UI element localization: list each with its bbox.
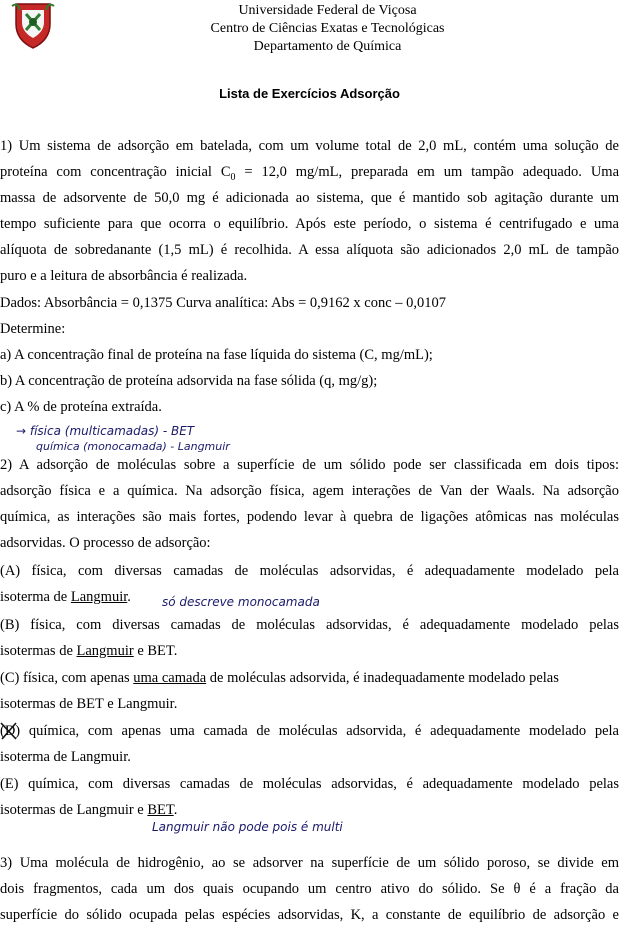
header-university: Universidade Federal de Viçosa: [0, 2, 619, 20]
q1-line-6: puro e a leitura de absorbância é realizada.: [0, 263, 247, 289]
q2-option-a-end: .: [127, 589, 131, 605]
q2-line-3: química, as interações são mais fortes, podendo levar à quebra de ligações atômicas nas moléculas: [0, 504, 619, 530]
q1-line-4: tempo suficiente para que ocorra o equilíbrio. Após este período, o sistema é centrifugado e uma: [0, 211, 619, 237]
q2-option-c-underlined: uma camada: [133, 670, 206, 686]
q2-option-d-line-1: (D) química, com apenas uma camada de moléculas adsorvida, é adequadamente modelado pela: [0, 718, 619, 744]
q3-line-1: 3) Uma molécula de hidrogênio, ao se adsorver na superfície de um sólido poroso, se divide em: [0, 850, 619, 876]
q2-option-a-line-1: (A) física, com diversas camadas de moléculas adsorvidas, é adequadamente modelado pela: [0, 558, 619, 584]
q2-option-e-underlined: BET: [147, 802, 173, 818]
q2-option-e-line-2: [0, 797, 177, 823]
q2-option-c-line-2: isotermas de BET e Langmuir.: [0, 691, 177, 717]
q1-line-3: massa de adsorvente de 50,0 mg é adicionada ao sistema, que é mantido sob agitação durante um: [0, 185, 619, 211]
q1-line-2b: = 12,0 mg/mL, preparada em um tampão adequado. Uma: [236, 164, 619, 180]
handwritten-note-chemical: química (monocamada) - Langmuir: [36, 440, 230, 453]
q1-determine: Determine:: [0, 316, 65, 342]
q2-option-a-underlined: Langmuir: [71, 589, 127, 605]
q1-line-1: 1) Um sistema de adsorção em batelada, com um volume total de 2,0 mL, contém uma solução de: [0, 133, 619, 159]
q1-item-a: a) A concentração final de proteína na fase líquida do sistema (C, mg/mL);: [0, 342, 433, 368]
q1-item-c: c) A % de proteína extraída.: [0, 394, 162, 420]
q3-line-3: superfície do sólido ocupada pelas espécies adsorvidas, K, a constante de equilíbrio de adsorção e: [0, 902, 619, 928]
q2-line-1: 2) A adsorção de moléculas sobre a superfície de um sólido pode ser classificada em dois tipos:: [0, 452, 619, 478]
header-department: Departamento de Química: [0, 38, 619, 56]
q2-option-b-end: e BET.: [134, 643, 178, 659]
q1-c0-subscript: 0: [231, 172, 236, 183]
q1-item-b: b) A concentração de proteína adsorvida na fase sólida (q, mg/g);: [0, 368, 377, 394]
q2-option-d-line-2: isoterma de Langmuir.: [0, 744, 131, 770]
header-center: Centro de Ciências Exatas e Tecnológicas: [0, 20, 619, 38]
q2-option-e-end: .: [174, 802, 178, 818]
q2-option-b-line-1: (B) física, com diversas camadas de moléculas adsorvidas, é adequadamente modelado pelas: [0, 612, 619, 638]
q1-dados: Dados: Absorbância = 0,1375 Curva analítica: Abs = 0,9162 x conc – 0,0107: [0, 290, 446, 316]
page-title: Lista de Exercícios Adsorção: [0, 86, 619, 101]
handwritten-cross-mark: [0, 720, 20, 742]
q2-option-c-line-1: [0, 665, 559, 691]
handwritten-note-monolayer: só descreve monocamada: [162, 595, 320, 609]
q2-option-b-text: isotermas de: [0, 643, 77, 659]
q2-option-e-text: isotermas de Langmuir e: [0, 802, 147, 818]
handwritten-note-physical: → física (multicamadas) - BET: [16, 424, 194, 438]
q1-line-5: alíquota de sobredanante (1,5 mL) é recolhida. A essa alíquota são adicionados 2,0 mL de tampão: [0, 237, 619, 263]
q2-line-2: adsorção física e a química. Na adsorção física, agem interações de Van der Waals. Na adsorção: [0, 478, 619, 504]
q3-line-2: dois fragmentos, cada um dos quais ocupando um centro ativo do sólido. Se θ é a fração da: [0, 876, 619, 902]
q2-option-c-end: de moléculas adsorvida, é inadequadamente modelado pelas: [206, 670, 559, 686]
q2-option-c-text: (C) física, com apenas: [0, 670, 133, 686]
handwritten-note-multi: Langmuir não pode pois é multi: [152, 820, 343, 834]
q2-option-b-underlined: Langmuir: [77, 643, 134, 659]
q2-option-e-line-1: (E) química, com diversas camadas de moléculas adsorvidas, é adequadamente modelado pelas: [0, 771, 619, 797]
q2-line-4: adsorvidas. O processo de adsorção:: [0, 530, 211, 556]
q2-option-a-line-2: [0, 584, 131, 610]
q2-option-a-text: isoterma de: [0, 589, 71, 605]
q2-option-b-line-2: [0, 638, 177, 664]
q1-line-2a: proteína com concentração inicial C: [0, 164, 231, 180]
